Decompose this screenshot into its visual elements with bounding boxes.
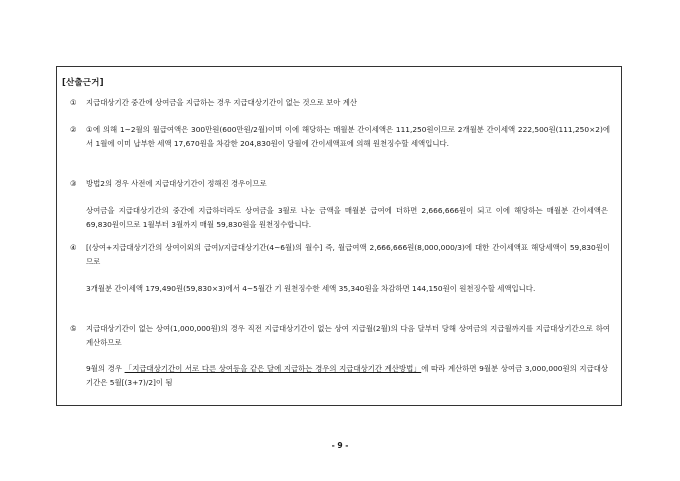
section-title: [산출근거] — [62, 77, 104, 87]
page-number: - 9 - — [331, 441, 349, 450]
item-text: [(상여+지급대상기간의 상여이외의 급여)/지급대상기간(4~6월)의 월수] 즉, 월급여액 2,666,666원(8,000,000/3)에 대한 간이세액표 해당세액이 59,830원이므로 — [86, 243, 610, 266]
item-text: 지급대상기간이 없는 상여(1,000,000원)의 경우 직전 지급대상기간이 없는 상여 지급월(2월)의 다음 달부터 당해 상여금의 지급월까지를 지급대상기간으로 하여 계산하므로 — [86, 324, 610, 347]
item-text: 지급대상기간 중간에 상여금을 지급하는 경우 지급대상기간이 없는 것으로 보아 계산 — [86, 98, 358, 107]
detail-text-post: 에 따라 계산하면 9월분 상여금 3,000,000원의 지급대상기간은 5월[(3+7)/2]이 됨 — [86, 364, 608, 387]
detail-text-pre: 9월의 경우 — [86, 364, 125, 373]
item-text: ①에 의해 1~2월의 월급여액은 300만원(600만원/2월)이며 이에 해당하는 매월분 간이세액은 111,250원이므로 2개월분 간이세액 222,500원(111,250×2)에서 1월에 이미 납부한 세액 17,670원을 차감한 204,830원이 당월에 간이세액표에 의해 원천징수할 세액입니다. — [86, 125, 610, 148]
item-1 — [70, 96, 610, 110]
item-2 — [70, 123, 610, 150]
item-5 — [70, 322, 610, 349]
item-number: ④ — [70, 243, 77, 252]
item-number: ② — [70, 125, 77, 134]
item-3 — [70, 177, 610, 191]
item-5-detail — [86, 362, 608, 389]
item-4-detail: 3개월분 간이세액 179,490원(59,830×3)에서 4~5월간 기 원천징수한 세액 35,340원을 차감하면 144,150원이 원천징수할 세액입니다. — [86, 284, 536, 293]
rationale-box — [56, 66, 622, 406]
underlined-method-title: 「지급대상기간이 서로 다른 상여등을 같은 달에 지급하는 경우의 지급대상기간 계산방법」 — [124, 364, 422, 373]
item-number: ③ — [70, 179, 77, 188]
item-number: ⑤ — [70, 324, 77, 333]
item-3-detail: 상여금을 지급대상기간의 중간에 지급하더라도 상여금을 3월로 나눈 금액을 매월분 급여에 더하면 2,666,666원이 되고 이에 해당하는 매월분 간이세액은 69,830원이므로 1월부터 3월까지 매월 59,830원을 원천징수합니다. — [86, 206, 608, 229]
item-4 — [70, 241, 610, 268]
item-text: 방법2의 경우 사전에 지급대상기간이 정해진 경우이므로 — [86, 179, 267, 188]
item-number: ① — [70, 98, 77, 107]
